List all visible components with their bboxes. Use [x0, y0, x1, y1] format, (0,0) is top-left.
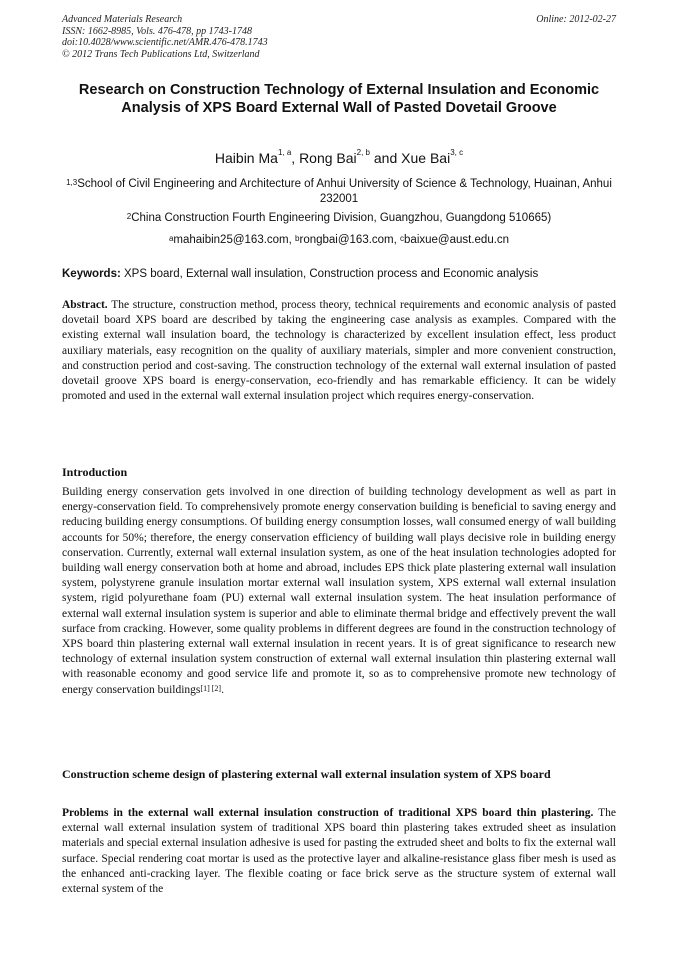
author-sup: 1, a — [277, 148, 292, 157]
author-separator: , — [291, 150, 300, 166]
problems-paragraph — [62, 806, 616, 897]
author-sup: 3, c — [450, 148, 464, 157]
keywords-text: XPS board, External wall insulation, Construction process and Economic analysis — [120, 268, 539, 280]
affiliation-sup: 1,3 — [66, 178, 78, 187]
author-name: Rong Bai — [299, 150, 357, 166]
abstract — [62, 298, 616, 404]
affiliation-2 — [62, 211, 616, 226]
author-emails — [62, 233, 616, 248]
email-separator: , — [288, 234, 296, 246]
email-link[interactable]: rongbai@163.com — [299, 234, 394, 246]
author-list — [62, 150, 616, 166]
journal-name: Advanced Materials Research — [62, 14, 183, 25]
introduction-body — [62, 485, 616, 698]
introduction-heading: Introduction — [62, 465, 128, 479]
email-sup: c — [400, 234, 405, 243]
author-separator: and — [370, 150, 402, 166]
introduction-text: Building energy conservation gets involved in one direction of building technology development as well as part in energy-conservation field. To comprehensively promote energy conservation building is beneficial to saving energy and reducing building energy consumptions. Of building energy consumption losses, wall consumed energy of wall building accounts for 50%; therefore, the energy conservation efficiency of building wall plays decisive role in building energy conservation. Currently, external wall external insulation system, as one of the heat insulation technologies adopted for building wall energy conservation both at home and abroad, includes EPS thick plate plastering external wall insulation system, polystyrene granule insulation mortar external wall insulation system, XPS external wall external insulation system, rigid polyurethane foam (PU) external wall external insulation system. The heat insulation performance of external wall external insulation system is superior and able to eliminate thermal bridge and effectively prevent the wall surface from cracking. However, some quality problems in different degrees are found in the construction technology of XPS board thin plastering external wall external insulation in recent years. It is of great significance to research new technology of external insulation system construction of external wall external insulation thin plastering external wall with reasonable economy and good service life and promote it, so as to comprehensive promote new technology of energy conservation buildings — [62, 486, 616, 696]
email-sup: a — [168, 234, 174, 243]
author-sup: 2, b — [356, 148, 370, 157]
author-name: Haibin Ma — [214, 150, 278, 166]
abstract-label: Abstract. — [62, 299, 108, 311]
problems-label: Problems in the external wall external insulation construction of traditional XPS board thin plastering. — [62, 807, 594, 819]
affiliation-text: School of Civil Engineering and Architecture of Anhui University of Science & Technology, Huainan, Anhui 232001 — [77, 178, 612, 205]
keywords-label: Keywords: — [62, 268, 121, 280]
affiliation-sup: 2 — [126, 212, 132, 221]
copyright-line: © 2012 Trans Tech Publications Ltd, Switzerland — [62, 48, 260, 60]
citation[interactable]: [1] [2] — [200, 683, 222, 693]
online-date: Online: 2012-02-27 — [536, 14, 616, 25]
email-link[interactable]: baixue@aust.edu.cn — [404, 234, 510, 246]
affiliation-1 — [62, 177, 616, 207]
abstract-text: The structure, construction method, process theory, technical requirements and economic analysis of pasted dovetail board XPS board are described by taking the engineering case analysis as examples. Compared with the existing external wall insulation board, the technology is characterized by excellent insulation effect, less product auxiliary materials, easy recognition on the quality of auxiliary materials, simpler and more convenient construction, and construction period and cost-saving. The construction technology of the external wall external insulation of pasted dovetail groove XPS board is energy-conservation, eco-friendly and has remarkable efficiency. It can be widely promoted and used in the external wall external insulation project which requires energy-conservation. — [62, 299, 616, 403]
keywords — [62, 268, 616, 280]
issn-line: ISSN: 1662-8985, Vols. 476-478, pp 1743-1748 — [62, 25, 252, 37]
email-link[interactable]: mahaibin25@163.com — [173, 234, 289, 246]
author-name: Xue Bai — [401, 150, 451, 166]
doi-line[interactable]: doi:10.4028/www.scientific.net/AMR.476-478.1743 — [62, 37, 268, 48]
paper-title: Research on Construction Technology of External Insulation and Economic Analysis of XPS Board External Wall of Pasted Dovetail Groove — [78, 82, 600, 116]
email-separator: , — [393, 234, 401, 246]
journal-header — [62, 14, 616, 60]
section-heading: Construction scheme design of plastering external wall external insulation system of XPS board — [62, 767, 551, 781]
email-sup: b — [295, 234, 300, 243]
problems-text: The external wall external insulation system of traditional XPS board thin plastering takes extruded sheet as insulation materials and special external insulation adhesive is used for pasting the extruded sheet and bolts to fix the external wall surface. Special rendering coat mortar is used as the protective layer and alkaline-resistance glass fiber mesh is used as the enhanced anti-cracking layer. The flexible coating or face brick serve as the structure system of external wall external system of the — [62, 807, 617, 896]
affiliation-text: China Construction Fourth Engineering Division, Guangzhou, Guangdong 510665) — [131, 212, 552, 224]
introduction-end: . — [221, 683, 224, 696]
